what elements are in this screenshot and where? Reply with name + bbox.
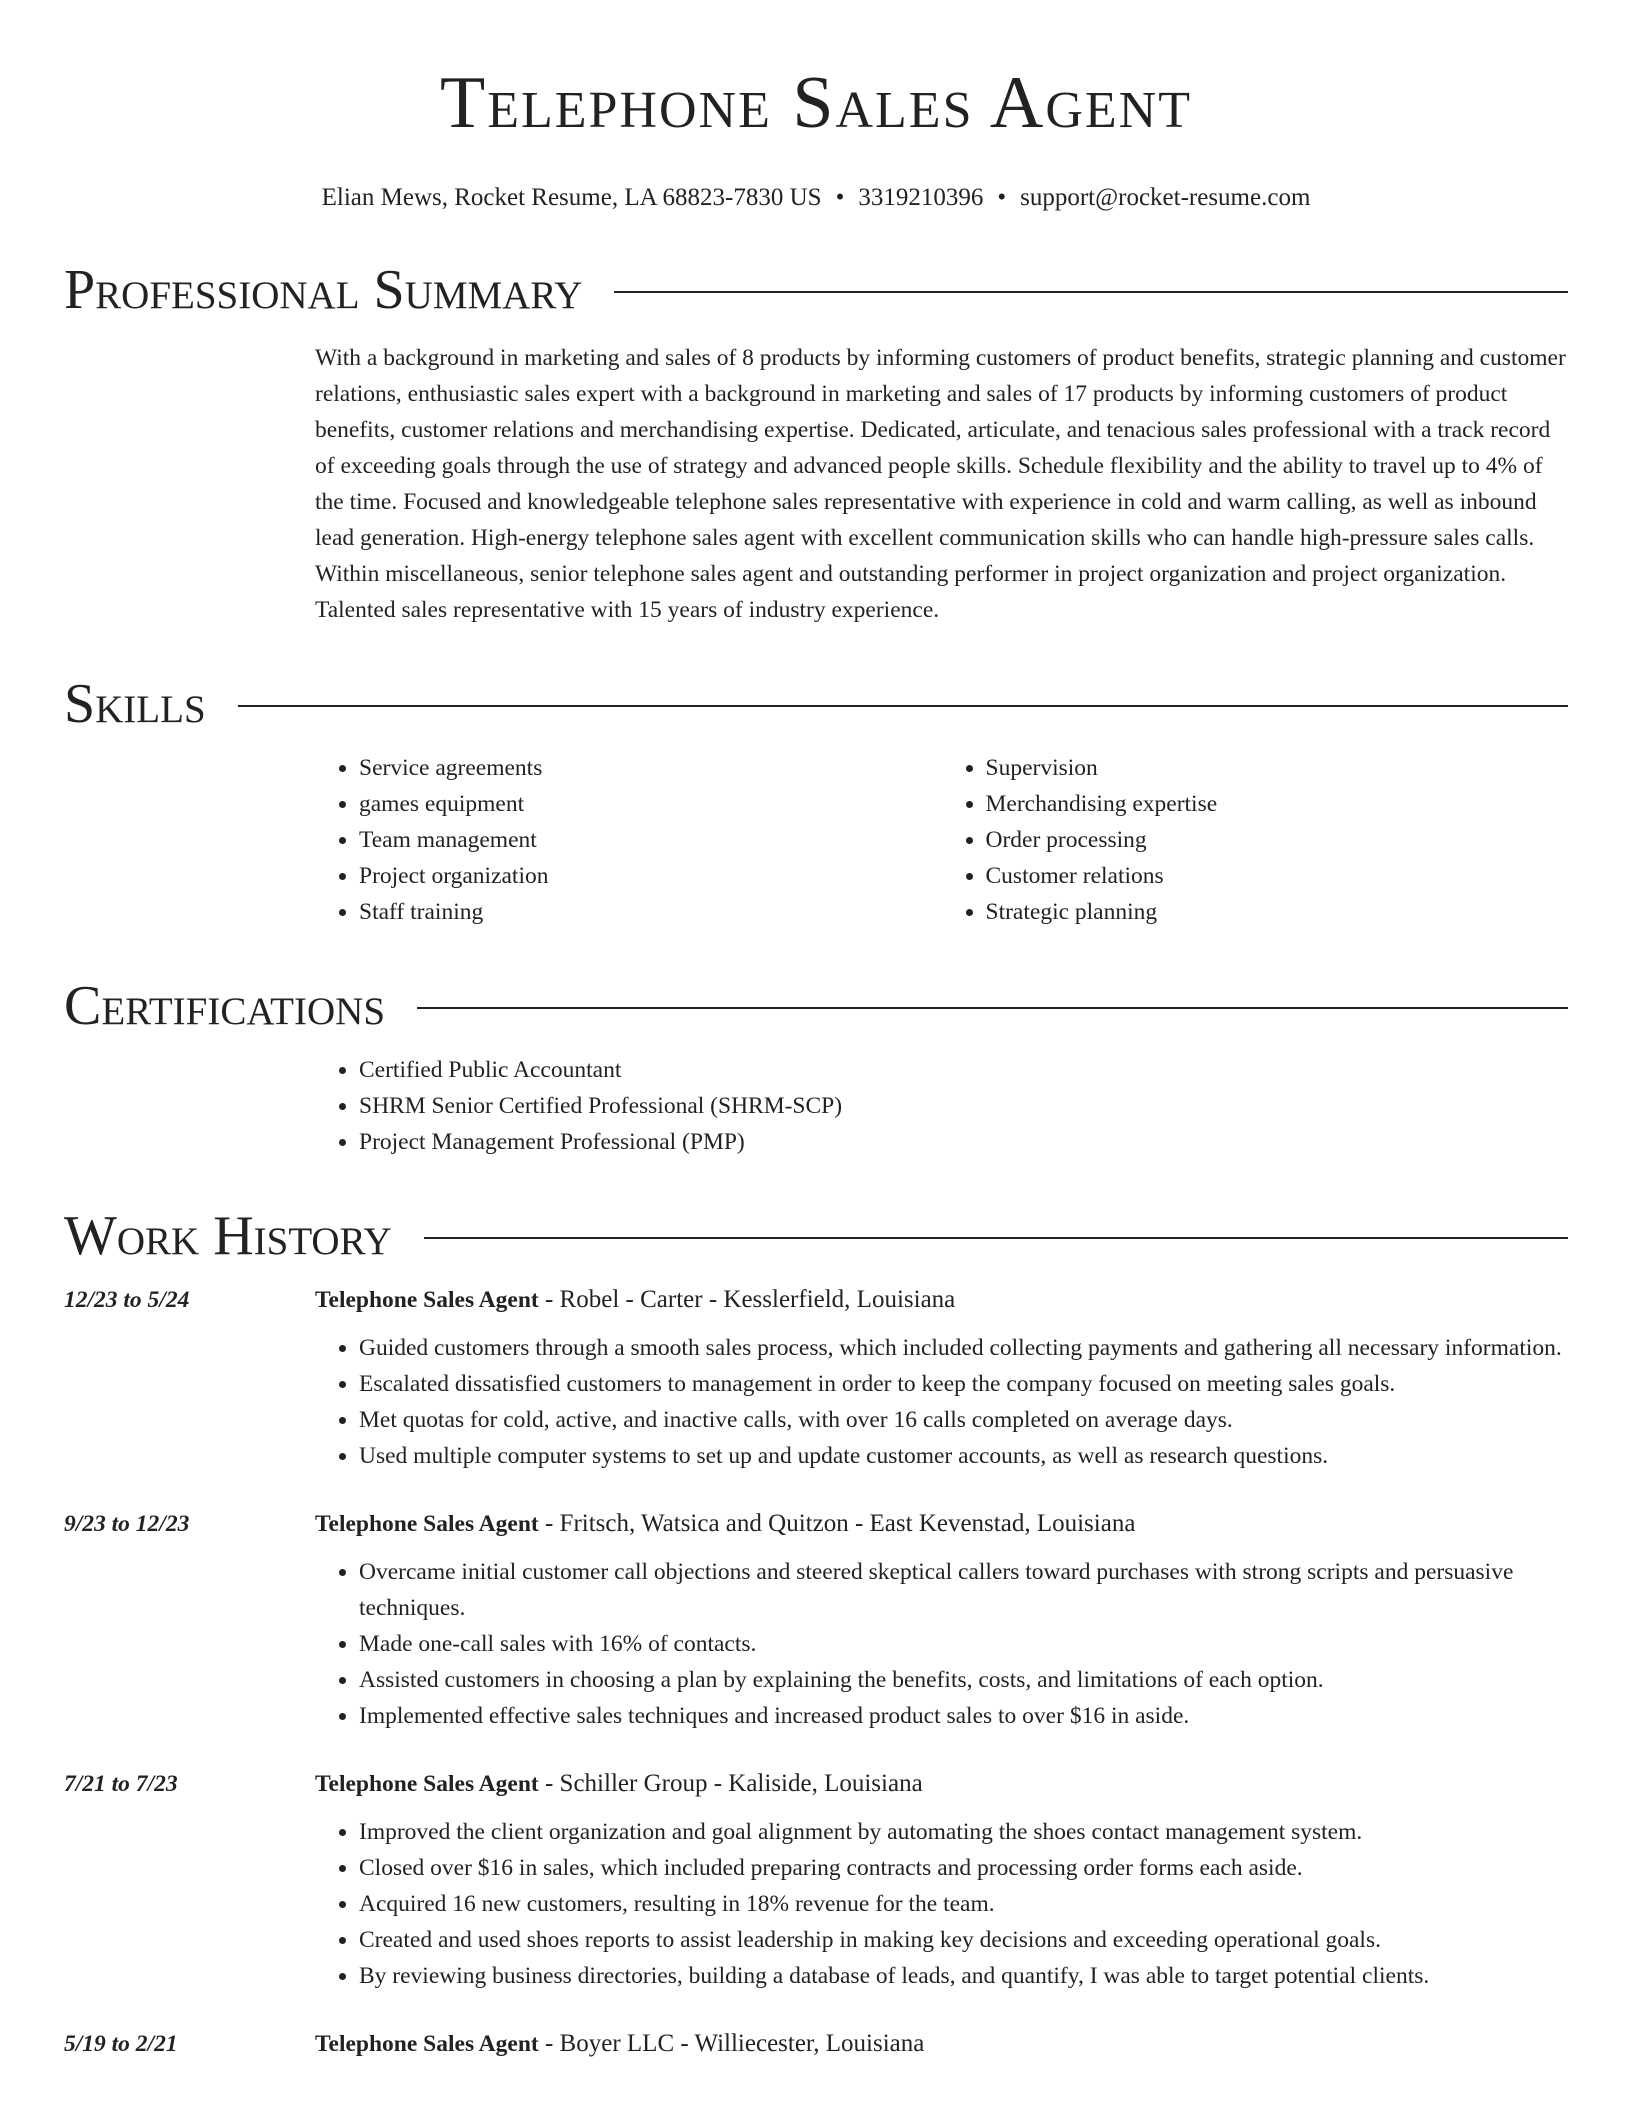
section-divider [238, 705, 1568, 707]
skill-item: • Project organization [359, 858, 942, 894]
certification-item: • Project Management Professional (PMP) [359, 1124, 1568, 1160]
job-bullet: • Guided customers through a smooth sales process, which included collecting payments and gathering all necessary information. [359, 1330, 1568, 1366]
contact-address: Elian Mews, Rocket Resume, LA 68823-7830 US [321, 184, 822, 211]
job-bullet: • Implemented effective sales techniques and increased product sales to over $16 in aside. [359, 1698, 1568, 1734]
job-bullets [315, 1814, 1568, 1994]
skill-item: • Merchandising expertise [986, 786, 1569, 822]
job-details: - Schiller Group - Kaliside, Louisiana [538, 1770, 923, 1797]
skill-item: • Customer relations [986, 858, 1569, 894]
skills-list [315, 750, 1568, 930]
skills-section-header [64, 672, 1568, 736]
certifications-list [315, 1052, 1568, 1160]
job-dates: 12/23 to 5/24 [64, 1287, 190, 1313]
section-divider [417, 1007, 1568, 1009]
section-divider [424, 1237, 1568, 1239]
contact-separator: • [835, 184, 845, 211]
job-bullet: • Escalated dissatisfied customers to management in order to keep the company focused on meeting sales goals. [359, 1366, 1568, 1402]
work-history-section-header [64, 1204, 1568, 1268]
job-details: - Fritsch, Watsica and Quitzon - East Kevenstad, Louisiana [538, 1510, 1136, 1537]
job-entry [64, 1280, 1568, 1474]
certification-item: • SHRM Senior Certified Professional (SHRM-SCP) [359, 1088, 1568, 1124]
job-details: - Robel - Carter - Kesslerfield, Louisiana [538, 1286, 956, 1313]
job-heading-line [315, 1504, 1135, 1544]
job-bullet: • Made one-call sales with 16% of contacts. [359, 1626, 1568, 1662]
job-bullet: • By reviewing business directories, building a database of leads, and quantify, I was able to target potential clients. [359, 1958, 1568, 1994]
contact-email: support@rocket-resume.com [1020, 184, 1311, 211]
job-dates: 7/21 to 7/23 [64, 1771, 178, 1797]
job-bullets [315, 1330, 1568, 1474]
job-entry [64, 1764, 1568, 1994]
job-heading-line [315, 1280, 955, 1320]
job-heading-line [315, 1764, 923, 1804]
job-header [64, 2024, 1568, 2064]
summary-heading: Professional Summary [64, 259, 583, 321]
job-bullet: • Created and used shoes reports to assist leadership in making key decisions and exceeding operational goals. [359, 1922, 1568, 1958]
work-history-heading: Work History [64, 1205, 392, 1267]
job-bullet: • Closed over $16 in sales, which included preparing contracts and processing order forms each aside. [359, 1850, 1568, 1886]
job-heading-line [315, 2024, 924, 2064]
skills-column-right [942, 750, 1569, 930]
skill-item: • Supervision [986, 750, 1569, 786]
certification-item: • Certified Public Accountant [359, 1052, 1568, 1088]
job-title: Telephone Sales Agent [315, 1771, 539, 1797]
job-title: Telephone Sales Agent [315, 1287, 539, 1313]
job-dates: 5/19 to 2/21 [64, 2031, 178, 2057]
contact-line [64, 182, 1568, 214]
skill-item: • Strategic planning [986, 894, 1569, 930]
summary-section-header [64, 258, 1568, 322]
certifications-section-header [64, 974, 1568, 1038]
job-header [64, 1504, 1568, 1544]
job-header [64, 1764, 1568, 1804]
job-title: Telephone Sales Agent [315, 1511, 539, 1537]
summary-text: With a background in marketing and sales of 8 products by informing customers of product benefits, strategic planning and customer relations, enthusiastic sales expert with a background in marketing and sales of 17 products by informing customers of product benefits, customer relations and merchandising expertise. Dedicated, articulate, and tenacious sales professional with a track record of exceeding goals through the use of strategy and advanced people skills. Schedule flexibility and the ability to travel up to 4% of the time. Focused and knowledgeable telephone sales representative with experience in cold and warm calling, as well as inbound lead generation. High-energy telephone sales agent with excellent communication skills who can handle high-pressure sales calls. Within miscellaneous, senior telephone sales agent and outstanding performer in project organization and project organization. Talented sales representative with 15 years of industry experience. [315, 345, 1566, 623]
job-bullets [315, 1554, 1568, 1734]
job-details: - Boyer LLC - Williecester, Louisiana [538, 2030, 925, 2057]
skill-item: • Service agreements [359, 750, 942, 786]
job-bullet: • Acquired 16 new customers, resulting in 18% revenue for the team. [359, 1886, 1568, 1922]
job-entry [64, 1504, 1568, 1734]
skill-item: • Team management [359, 822, 942, 858]
certifications-heading: Certifications [64, 975, 386, 1037]
skill-item: • Staff training [359, 894, 942, 930]
job-bullet: • Assisted customers in choosing a plan by explaining the benefits, costs, and limitations of each option. [359, 1662, 1568, 1698]
skill-item: • games equipment [359, 786, 942, 822]
skills-heading: Skills [64, 673, 206, 735]
contact-phone: 3319210396 [858, 184, 984, 211]
job-header [64, 1280, 1568, 1320]
contact-separator: • [997, 184, 1007, 211]
job-bullet: • Improved the client organization and goal alignment by automating the shoes contact management system. [359, 1814, 1568, 1850]
job-bullet: • Overcame initial customer call objections and steered skeptical callers toward purchases with strong scripts and persuasive techniques. [359, 1554, 1568, 1626]
job-title: Telephone Sales Agent [315, 2031, 539, 2057]
skills-column-left [315, 750, 942, 930]
job-bullet: • Met quotas for cold, active, and inactive calls, with over 16 calls completed on average days. [359, 1402, 1568, 1438]
section-divider [614, 291, 1568, 293]
job-entry [64, 2024, 1568, 2064]
resume-title: Telephone Sales Agent [440, 62, 1192, 144]
job-bullet: • Used multiple computer systems to set up and update customer accounts, as well as research questions. [359, 1438, 1568, 1474]
skill-item: • Order processing [986, 822, 1569, 858]
job-dates: 9/23 to 12/23 [64, 1511, 190, 1537]
